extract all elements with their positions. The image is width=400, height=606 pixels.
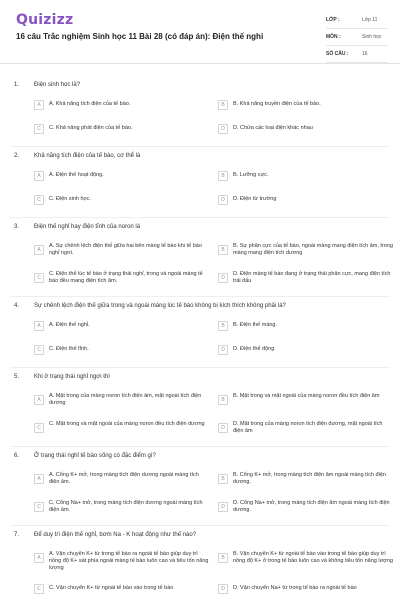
meta-class [326, 12, 388, 29]
option-text: A. Mặt trong của màng noron tích điện âm, mặt ngoài tích điện dương [49, 393, 202, 406]
option-letter: B [218, 395, 228, 405]
question-3 [0, 218, 400, 297]
option-letter: A [34, 553, 44, 563]
option-letter: C [34, 124, 44, 134]
option-letter: B [218, 321, 228, 331]
meta-value: 16 [362, 51, 368, 57]
question-text: Sự chênh lệch điện thế giữa trong và ngoài màng lúc tế bào không bị kích thích không phải là? [34, 303, 286, 309]
option-letter: D [218, 502, 228, 512]
question-list [0, 76, 400, 606]
meta-value: Sinh học [362, 34, 382, 40]
option-text: A. Điện thế nghỉ. [49, 322, 90, 328]
option-text: C. Điện sinh học. [49, 196, 91, 202]
option-letter: D [218, 345, 228, 355]
question-text: Điện thế nghỉ hay điện tĩnh của noron là [34, 224, 141, 230]
question-text: Để duy trì điện thế nghỉ, bơm Na - K hoạt động như thế nào? [34, 532, 197, 538]
question-number: 3. [14, 224, 20, 230]
question-number: 5. [14, 374, 20, 380]
option-letter: A [34, 100, 44, 110]
question-text: Điện sinh học là? [34, 82, 81, 88]
option-letter: D [218, 195, 228, 205]
option-text: B. Điện thế màng. [233, 322, 278, 328]
option-letter: D [218, 273, 228, 283]
option-text: C. Điện thế lúc tế bào ở trạng thái nghỉ, trong và ngoài màng tế bào đều mang điện tích âm. [49, 271, 203, 284]
option-text: D. Vận chuyển Na+ từ trong tế bào ra ngoài tế bào [233, 585, 357, 591]
option-letter: B [218, 553, 228, 563]
meta-label: LỚP : [326, 17, 340, 23]
option-text: C. Điện thế tĩnh. [49, 346, 89, 352]
option-text: A. Vận chuyển K+ từ trong tế bào ra ngoài tế bào giúp duy trì nồng độ K+ sát phía ngoài màng tế bào luôn cao và tiêu tốn năng lượng [49, 551, 209, 571]
question-5 [0, 368, 400, 447]
meta-question-count [326, 46, 388, 63]
option-letter: C [34, 584, 44, 594]
meta-label: SỐ CÂU : [326, 51, 349, 57]
option-text: D. Mặt trong của màng noron tích điện dương, mặt ngoài tích điện âm [233, 421, 383, 434]
option-text: D. Điện màng tế bào đang ở trạng thái phân cực, mang điện tích trái dấu [233, 271, 391, 284]
document-header [0, 0, 400, 64]
question-number: 6. [14, 453, 20, 459]
option-text: C. Mặt trong và mặt ngoài của màng noron đều tích điện dương [49, 421, 205, 427]
option-text: D. Cổng Na+ mở, trong màng tích điện âm ngoài màng tích điện dương. [233, 500, 390, 513]
option-text: A. Khả năng tích điện của tế bào. [49, 101, 131, 107]
option-letter: D [218, 124, 228, 134]
option-text: D. Điện từ trường [233, 196, 277, 202]
option-letter: D [218, 584, 228, 594]
option-letter: A [34, 245, 44, 255]
option-letter: A [34, 474, 44, 484]
question-number: 7. [14, 532, 20, 538]
option-letter: B [218, 245, 228, 255]
option-letter: B [218, 100, 228, 110]
option-text: A. Cổng K+ mở, trong màng tích điện dương ngoài màng tích điện âm. [49, 472, 199, 485]
option-text: A. Sự chênh lệch điện thế giữa hai bên màng tế bào khi tế bào nghỉ ngơi. [49, 243, 202, 256]
document-title: 16 câu Trắc nghiệm Sinh học 11 Bài 28 (có đáp án): Điện thế nghỉ [16, 32, 264, 41]
option-letter: C [34, 423, 44, 433]
option-text: C. Vận chuyển K+ từ ngoài tế bào vào trong tế bào [49, 585, 174, 591]
question-1 [0, 76, 400, 147]
meta-value: Lớp 11 [362, 17, 378, 23]
option-text: A. Điện thế hoạt động. [49, 172, 104, 178]
question-4 [0, 297, 400, 368]
meta-label: MÔN : [326, 34, 341, 40]
question-number: 1. [14, 82, 20, 88]
option-text: B. Lưỡng cực. [233, 172, 269, 178]
option-letter: A [34, 321, 44, 331]
option-text: B. Cổng K+ mở, trong màng tích điện âm ngoài màng tích điện dương. [233, 472, 386, 485]
meta-subject [326, 29, 388, 46]
document-meta [326, 12, 388, 63]
option-letter: C [34, 273, 44, 283]
question-text: Khi ở trạng thái nghỉ ngơi thì [34, 374, 110, 380]
option-letter: B [218, 171, 228, 181]
question-number: 2. [14, 153, 20, 159]
option-text: B. Sự phân cực của tế bào, ngoài màng mang điện tích âm, trong màng mang điện tích dương [233, 243, 393, 256]
option-text: C. Cổng Na+ mở, trong màng tích điện dương ngoài màng tích điện âm. [49, 500, 203, 513]
option-text: C. Khả năng phát điện của tế bào. [49, 125, 133, 131]
option-letter: B [218, 474, 228, 484]
option-text: B. Khả năng truyền điện của tế bào. [233, 101, 321, 107]
option-letter: C [34, 345, 44, 355]
question-7 [0, 526, 400, 606]
option-letter: C [34, 502, 44, 512]
quizizz-logo: Quizizz [16, 12, 74, 28]
option-letter: A [34, 171, 44, 181]
question-number: 4. [14, 303, 20, 309]
question-6 [0, 447, 400, 526]
option-text: D. Điện thế động [233, 346, 275, 352]
option-text: B. Mặt trong và mặt ngoài của màng noron đều tích điện âm [233, 393, 380, 399]
option-text: B. Vận chuyển K+ từ ngoài tế bào vào trong tế bào giúp duy trì nồng độ K+ ở trong tế bào luôn cao và không tiêu tốn năng lượng [233, 551, 393, 564]
option-text: D. Chứa các loại điện khác nhau [233, 125, 313, 131]
option-letter: D [218, 423, 228, 433]
question-text: Khả năng tích điện của tế bào, cơ thể là [34, 153, 141, 159]
question-2 [0, 147, 400, 218]
question-text: Ở trạng thái nghỉ tế bào sống có đặc điểm gì? [34, 453, 156, 459]
option-letter: C [34, 195, 44, 205]
option-letter: A [34, 395, 44, 405]
